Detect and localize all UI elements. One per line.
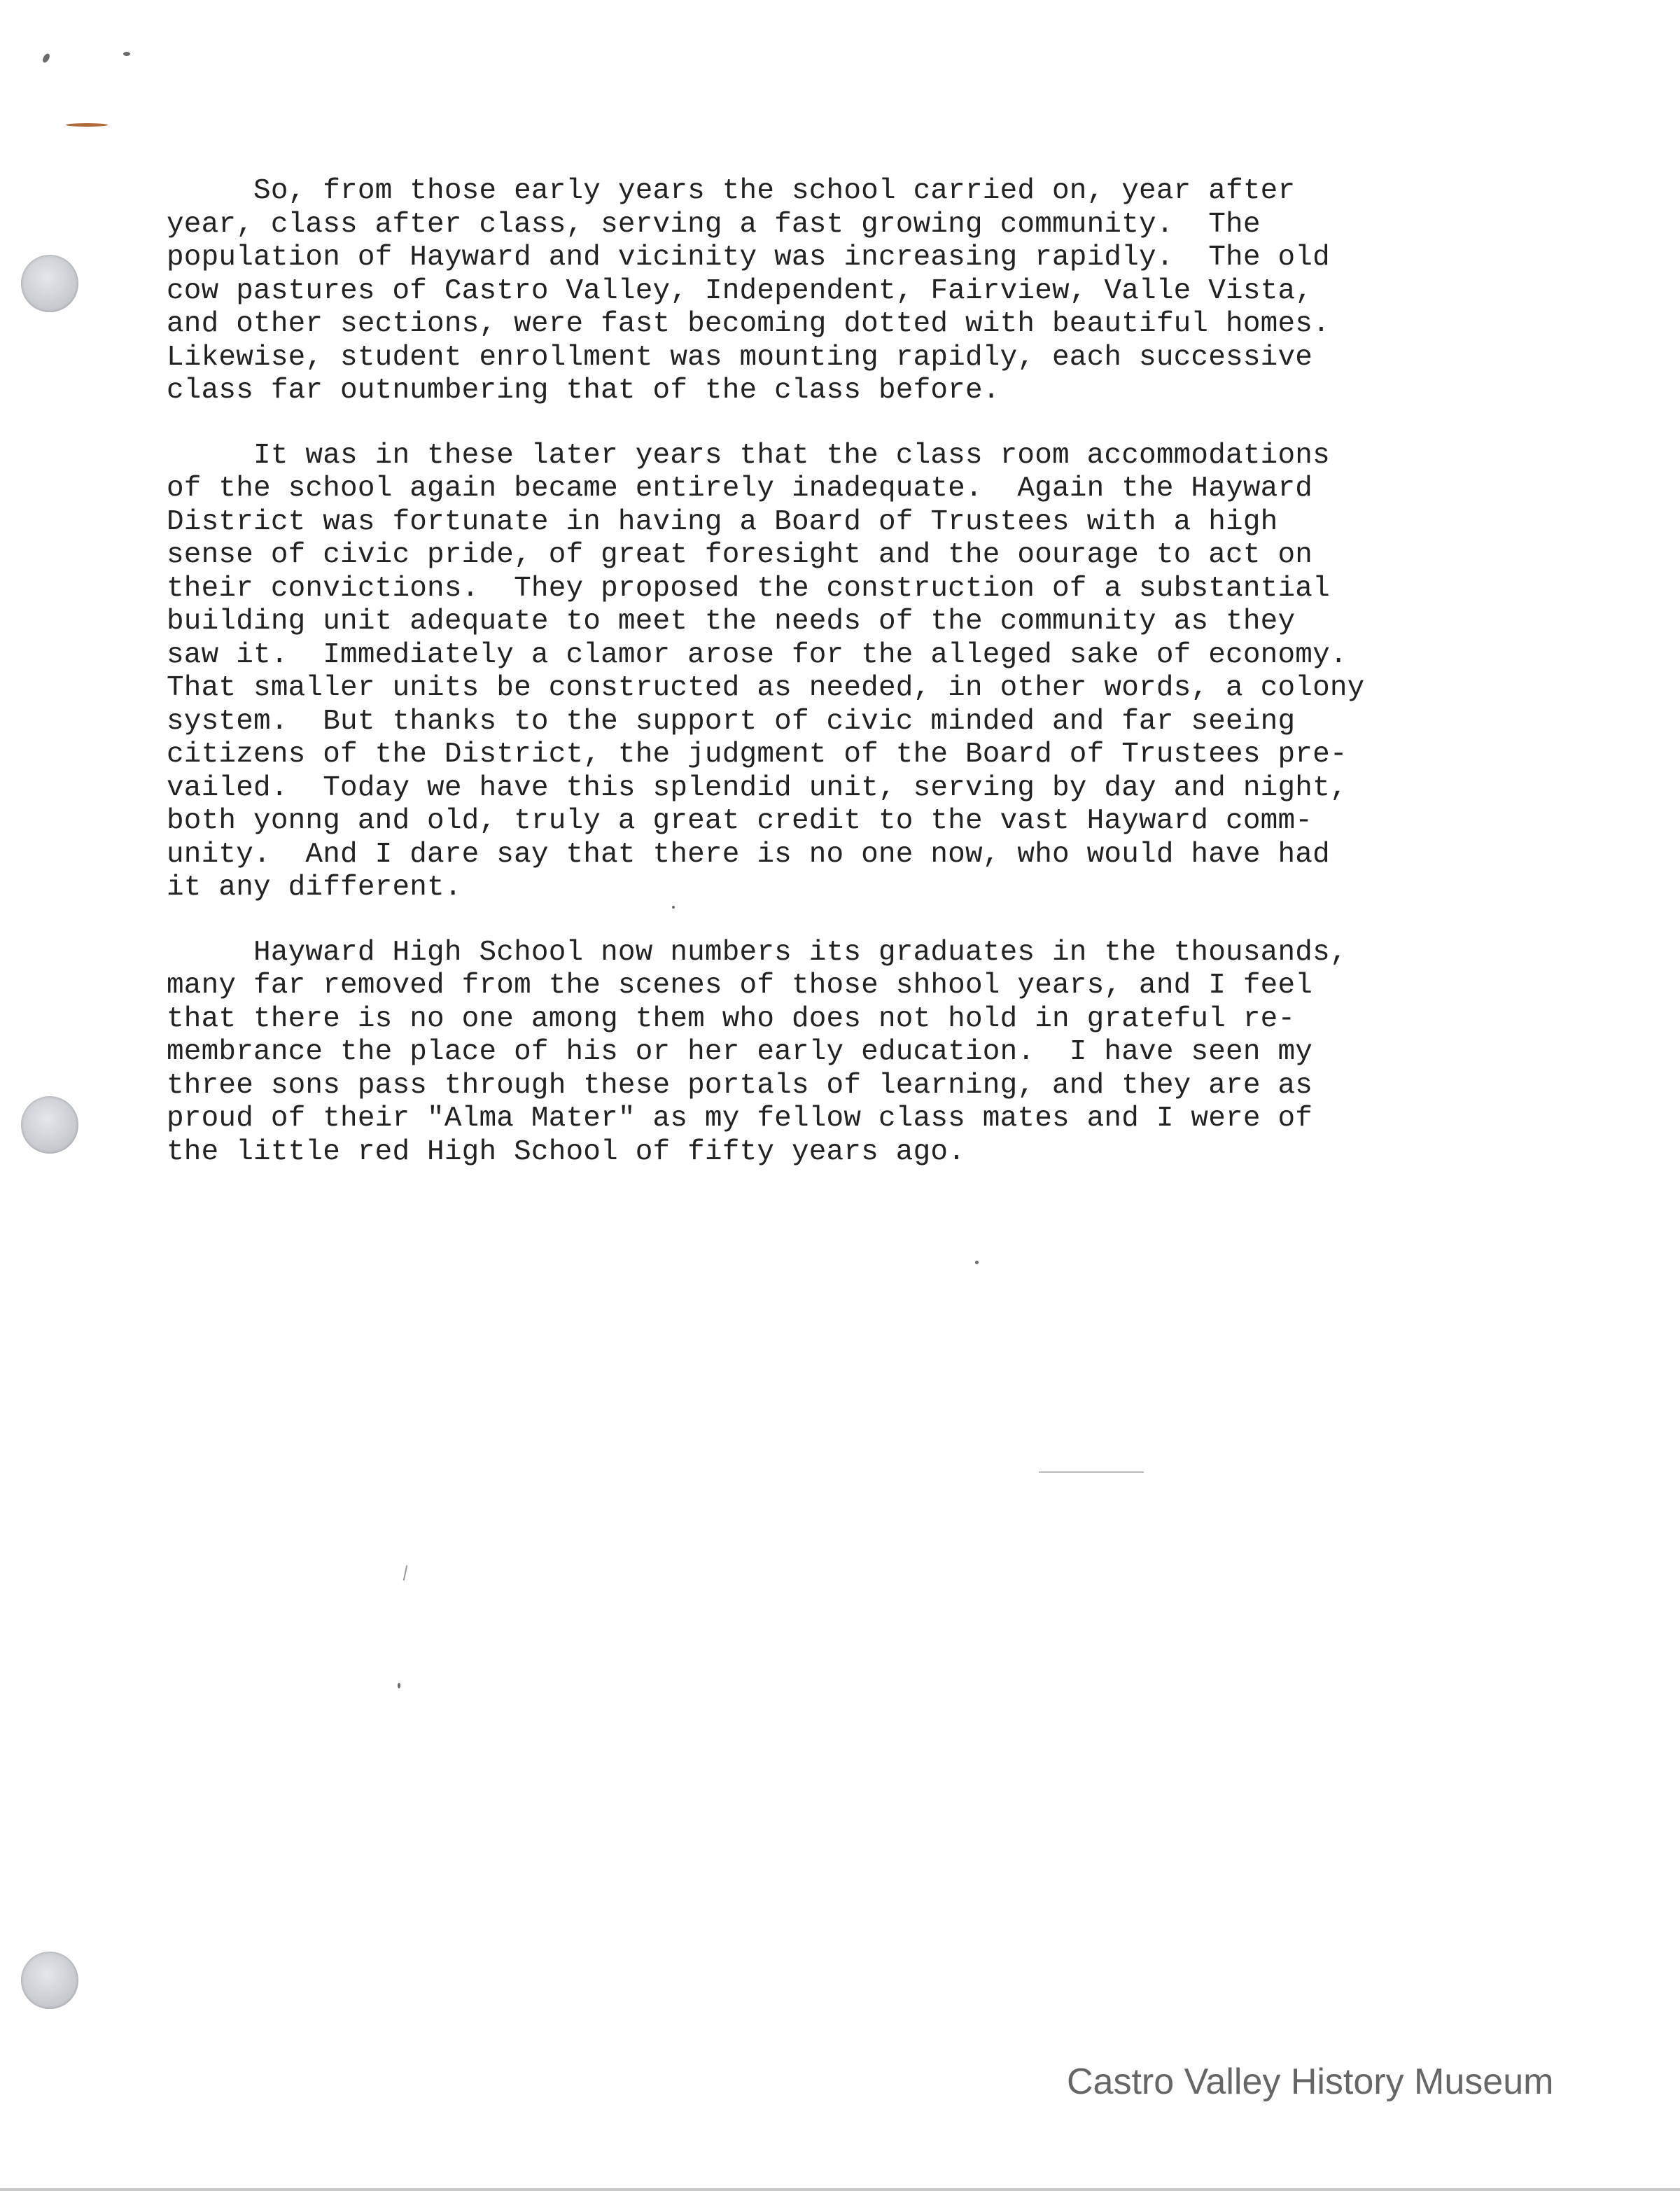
text-line: the little red High School of fifty years ago. [167,1135,965,1168]
text-line: and other sections, were fast becoming dotted with beautiful homes. [167,308,1330,340]
text-line: unity. And I dare say that there is no one now, who would have had [167,838,1330,871]
text-line: sense of civic pride, of great foresight and the oourage to act on [167,539,1313,571]
scan-mark [1039,1471,1144,1473]
text-line: So, from those early years the school carried on, year after [167,175,1296,207]
text-line: vailed. Today we have this splendid unit, serving by day and night, [167,771,1348,804]
text-line: both yonng and old, truly a great credit to the vast Hayward comm- [167,805,1313,837]
rust-stain [66,123,108,127]
punch-hole-top [21,255,78,312]
text-line: that there is no one among them who does not hold in grateful re- [167,1002,1296,1035]
paragraph-2 [167,440,1567,905]
text-line: citizens of the District, the judgment of the Board of Trustees pre- [167,738,1348,771]
scan-speck [41,52,51,64]
text-line: it any different. [167,872,462,904]
text-line: population of Hayward and vicinity was increasing rapidly. The old [167,241,1330,274]
text-line: many far removed from the scenes of those shhool years, and I feel [167,969,1313,1002]
text-line: That smaller units be constructed as needed, in other words, a colony [167,672,1365,704]
text-line: saw it. Immediately a clamor arose for the alleged sake of economy. [167,638,1348,671]
paragraph-3 [167,937,1567,1170]
typed-text [167,175,1567,1169]
scan-mark [403,1565,408,1581]
text-line: building unit adequate to meet the needs of the community as they [167,606,1296,638]
text-line: their convictions. They proposed the construction of a substantial [167,572,1330,605]
text-line: three sons pass through these portals of learning, and they are as [167,1069,1313,1102]
punch-hole-bottom [21,1952,78,2009]
text-line: Hayward High School now numbers its graduates in the thousands, [167,936,1348,969]
museum-watermark: Castro Valley History Museum [1067,2062,1554,2102]
text-line: of the school again became entirely inadequate. Again the Hayward [167,472,1313,505]
text-line: system. But thanks to the support of civic minded and far seeing [167,705,1296,738]
text-line: Likewise, student enrollment was mounting rapidly, each successive [167,341,1313,374]
text-line: class far outnumbering that of the class before. [167,374,1000,407]
text-line: District was fortunate in having a Board of Trustees with a high [167,505,1278,538]
text-line: It was in these later years that the class room accommodations [167,439,1330,472]
paragraph-1 [167,175,1567,408]
text-line: membrance the place of his or her early education. I have seen my [167,1036,1313,1068]
punch-hole-middle [21,1096,78,1154]
text-line: year, class after class, serving a fast growing community. The [167,208,1261,241]
scan-speck [398,1683,400,1688]
scan-speck [975,1261,979,1264]
text-line: proud of their "Alma Mater" as my fellow class mates and I were of [167,1102,1313,1135]
scan-speck [123,52,130,56]
text-line: cow pastures of Castro Valley, Independent, Fairview, Valle Vista, [167,274,1313,307]
